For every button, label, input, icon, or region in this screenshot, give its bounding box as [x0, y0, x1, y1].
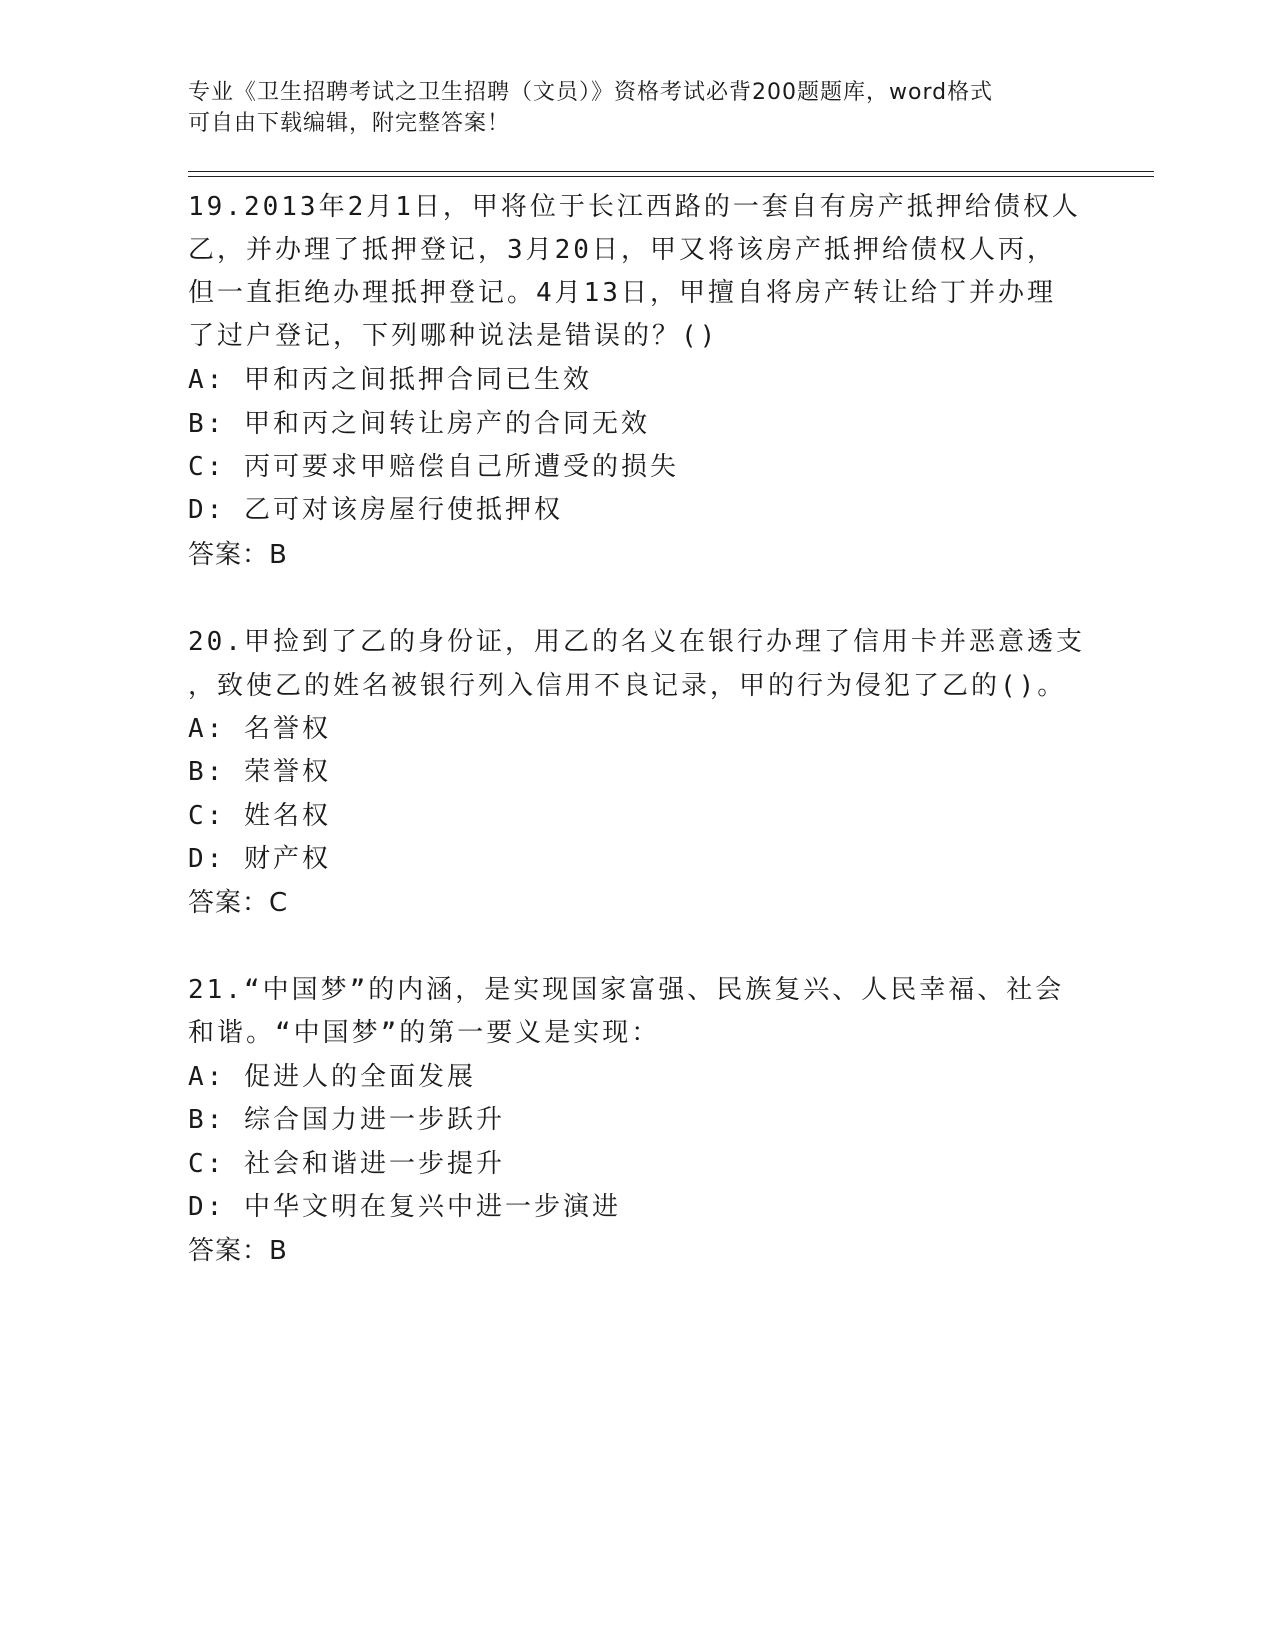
option-b: B: 综合国力进一步跃升 — [188, 1105, 505, 1135]
question-stem-line: 19.2013年2月1日，甲将位于长江西路的一套自有房产抵押给债权人 — [188, 192, 1081, 222]
option-b: B: 甲和丙之间转让房产的合同无效 — [188, 409, 650, 439]
option-a: A: 甲和丙之间抵押合同已生效 — [188, 365, 592, 395]
option-b: B: 荣誉权 — [188, 757, 331, 787]
option-c: C: 社会和谐进一步提升 — [188, 1149, 505, 1179]
option-d: D: 财产权 — [188, 844, 331, 874]
document-header-line-2: 可自由下载编辑，附完整答案！ — [188, 111, 511, 136]
question-stem-line: ，致使乙的姓名被银行列入信用不良记录，甲的行为侵犯了乙的()。 — [188, 671, 1067, 701]
answer-label: 答案：C — [188, 888, 289, 918]
option-d: D: 乙可对该房屋行使抵押权 — [188, 495, 563, 525]
option-a: A: 促进人的全面发展 — [188, 1062, 476, 1092]
option-c: C: 姓名权 — [188, 801, 331, 831]
header-rule-top — [188, 171, 1154, 172]
option-c: C: 丙可要求甲赔偿自己所遭受的损失 — [188, 452, 679, 482]
header-rule-bottom — [188, 176, 1154, 177]
document-header-line-1: 专业《卫生招聘考试之卫生招聘（文员）》资格考试必背200题题库，word格式 — [188, 80, 994, 105]
question-stem-line: 了过户登记，下列哪种说法是错误的？() — [188, 321, 719, 351]
question-stem-line: 和谐。“中国梦”的第一要义是实现： — [188, 1018, 661, 1048]
question-stem-line: 乙，并办理了抵押登记，3月20日，甲又将该房产抵押给债权人丙， — [188, 235, 1056, 265]
answer-label: 答案：B — [188, 540, 288, 570]
question-stem-line: 但一直拒绝办理抵押登记。4月13日，甲擅自将房产转让给丁并办理 — [188, 278, 1056, 308]
question-stem-line: 21.“中国梦”的内涵，是实现国家富强、民族复兴、人民幸福、社会 — [188, 975, 1065, 1005]
option-a: A: 名誉权 — [188, 714, 331, 744]
question-stem-line: 20.甲捡到了乙的身份证，用乙的名义在银行办理了信用卡并恶意透支 — [188, 627, 1085, 657]
option-d: D: 中华文明在复兴中进一步演进 — [188, 1192, 621, 1222]
answer-label: 答案：B — [188, 1236, 288, 1266]
